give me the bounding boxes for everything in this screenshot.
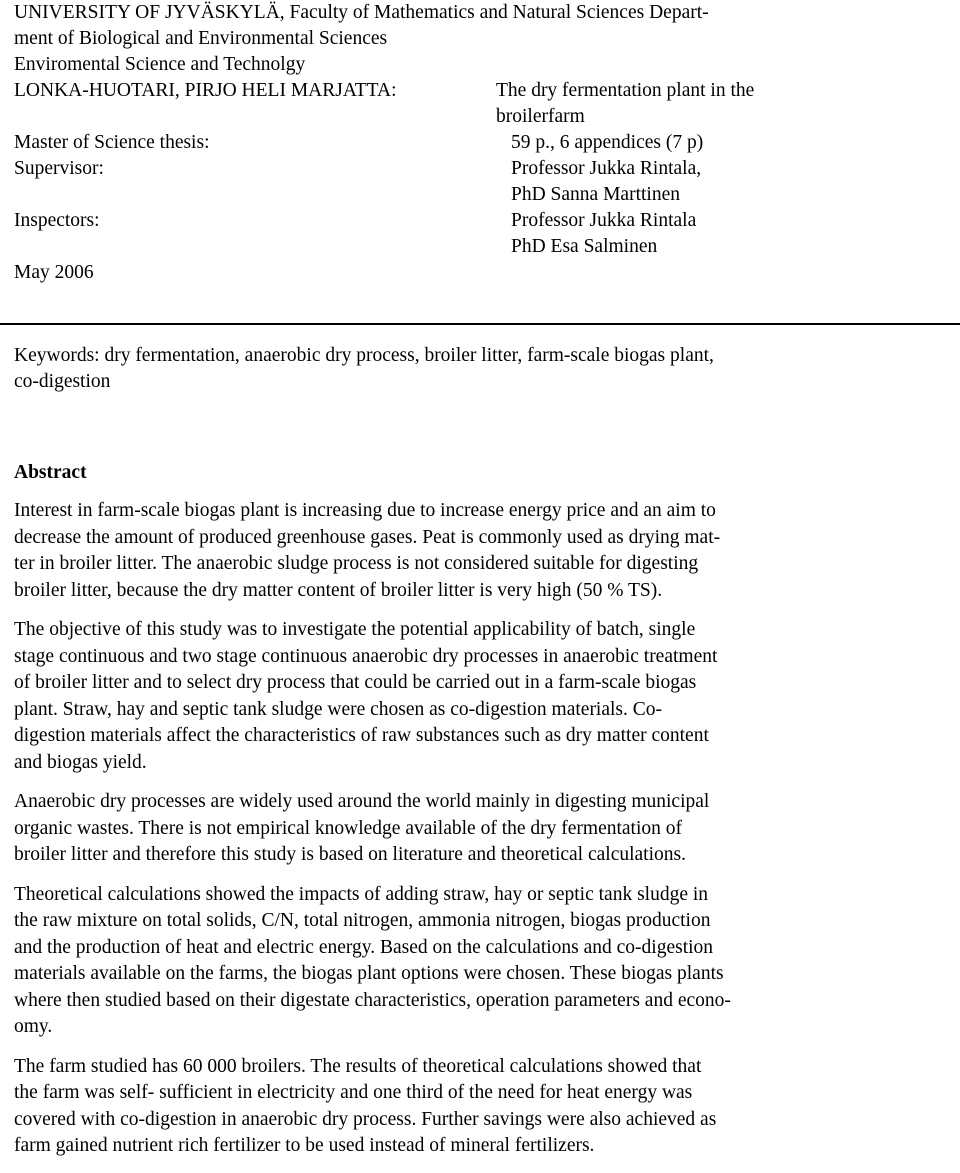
paragraph-line: The farm studied has 60 000 broilers. The results of theoretical calculations showed that [14, 1055, 702, 1077]
author-title-row [14, 78, 944, 104]
paragraph-line: omy. [14, 1016, 53, 1037]
paragraph-line: materials available on the farms, the biogas plant options were chosen. These biogas plants [14, 963, 724, 984]
paragraph-line: plant. Straw, hay and septic tank sludge were chosen as co-digestion materials. Co- [14, 698, 663, 720]
inspector-1: Professor Jukka Rintala [511, 210, 697, 231]
paragraph-line: where then studied based on their digestate characteristics, operation parameters and econo- [14, 989, 731, 1011]
paragraph-line: Theoretical calculations showed the impacts of adding straw, hay or septic tank sludge in [14, 883, 709, 905]
inspectors-label: Inspectors: [14, 210, 100, 231]
abstract-body [14, 498, 949, 1173]
date-row [14, 260, 944, 286]
keywords-line-2: co-digestion [14, 371, 111, 392]
university-line-1: UNIVERSITY OF JYVÄSKYLÄ, Faculty of Mathematics and Natural Sciences Depart- [14, 2, 709, 23]
supervisor-label: Supervisor: [14, 158, 104, 179]
thesis-header [14, 0, 944, 286]
supervisor-row-2 [14, 182, 944, 208]
program-line: Enviromental Science and Technolgy [14, 54, 306, 75]
paragraph-line: broiler litter, because the dry matter content of broiler litter is very high (50 % TS). [14, 579, 663, 601]
paragraph-line: Interest in farm-scale biogas plant is increasing due to increase energy price and an aim to [14, 500, 716, 521]
university-line-2: ment of Biological and Environmental Sciences [14, 28, 388, 49]
inspector-2: PhD Esa Salminen [511, 236, 658, 257]
keywords [14, 343, 914, 395]
abstract-heading: Abstract [14, 462, 87, 483]
thesis-row [14, 130, 944, 156]
paragraph-line: the farm was self- sufficient in electricity and one third of the need for heat energy was [14, 1082, 693, 1103]
abstract-paragraph-5 [14, 1054, 949, 1160]
paragraph-line: of broiler litter and to select dry process that could be carried out in a farm-scale biogas [14, 672, 697, 693]
paragraph-line: farm gained nutrient rich fertilizer to be used instead of mineral fertilizers. [14, 1135, 595, 1156]
paragraph-line: stage continuous and two stage continuous anaerobic dry processes in anaerobic treatment [14, 645, 718, 667]
supervisor-1: Professor Jukka Rintala, [511, 158, 702, 179]
supervisor-2: PhD Sanna Marttinen [511, 184, 680, 205]
abstract-paragraph-4 [14, 882, 949, 1041]
paragraph-line: ter in broiler litter. The anaerobic sludge process is not considered suitable for digesting [14, 553, 699, 574]
paragraph-line: Anaerobic dry processes are widely used around the world mainly in digesting municipal [14, 791, 710, 812]
paragraph-line: decrease the amount of produced greenhouse gases. Peat is commonly used as drying mat- [14, 526, 721, 548]
paragraph-line: the raw mixture on total solids, C/N, total nitrogen, ammonia nitrogen, biogas production [14, 910, 711, 931]
paragraph-line: covered with co-digestion in anaerobic dry process. Further savings were also achieved as [14, 1108, 717, 1130]
date: May 2006 [14, 262, 94, 283]
header-divider [0, 323, 960, 325]
paragraph-line: organic wastes. There is not empirical knowledge available of the dry fermentation of [14, 817, 683, 839]
thesis-value: 59 p., 6 appendices (7 p) [511, 132, 704, 153]
title-continuation-row [14, 104, 944, 130]
paragraph-line: The objective of this study was to investigate the potential applicability of batch, single [14, 619, 696, 640]
supervisor-row [14, 156, 944, 182]
inspectors-row [14, 208, 944, 234]
paragraph-line: and the production of heat and electric energy. Based on the calculations and co-digestion [14, 936, 714, 958]
paragraph-line: and biogas yield. [14, 751, 147, 773]
abstract-paragraph-3 [14, 789, 949, 869]
keywords-line-1: Keywords: dry fermentation, anaerobic dry process, broiler litter, farm-scale biogas plant, [14, 345, 714, 366]
abstract-paragraph-2 [14, 617, 949, 776]
thesis-title-line-1: The dry fermentation plant in the [496, 80, 755, 101]
thesis-title-line-2: broilerfarm [496, 106, 585, 127]
thesis-label: Master of Science thesis: [14, 132, 210, 153]
author-label: LONKA-HUOTARI, PIRJO HELI MARJATTA: [14, 80, 397, 101]
abstract-paragraph-1 [14, 498, 949, 604]
inspectors-row-2 [14, 234, 944, 260]
paragraph-line: digestion materials affect the characteristics of raw substances such as dry matter content [14, 725, 709, 746]
paragraph-line: broiler litter and therefore this study is based on literature and theoretical calculations. [14, 844, 686, 865]
